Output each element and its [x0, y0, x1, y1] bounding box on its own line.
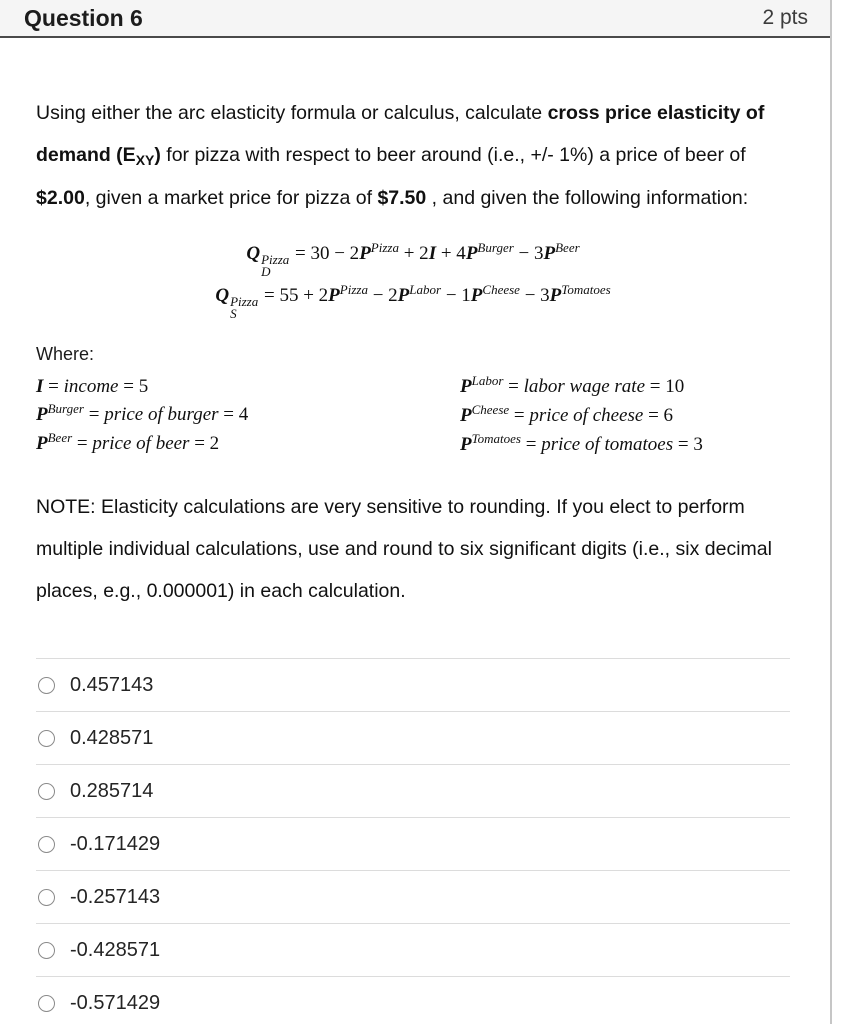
- definitions-right-column: [460, 373, 703, 460]
- question-header: [0, 0, 830, 38]
- definitions-block: [36, 373, 790, 460]
- question-text: Using either the arc elasticity formula or calculus, calculate cross price elasticity of demand $(E_{XY})$ for pizza with respect to beer around (i.e., +/- 1%) a price of beer of $2.00, given a market price for pizza of $7.50 , and given the following information:: [36, 102, 765, 209]
- radio-button[interactable]: [38, 836, 55, 853]
- radio-button[interactable]: [38, 889, 55, 906]
- answer-option-label: 0.457143: [70, 673, 154, 696]
- definition-burger-price: $P^{Burger}$ = price of burger = 4: [36, 401, 249, 425]
- answer-option-label: -0.428571: [70, 938, 161, 961]
- answer-option[interactable]: [36, 976, 790, 1024]
- radio-button[interactable]: [38, 995, 55, 1012]
- equations-block: [36, 240, 790, 321]
- where-label: Where:: [36, 344, 95, 364]
- supply-equation: Q Pizza S = $55 + 2P^{Pizza} - 2P^{Labor} - 1P^{Cheese} - 3P^{Tomatoes}$: [215, 282, 611, 321]
- definition-beer-price: $P^{Beer}$ = price of beer = 2: [36, 430, 220, 454]
- demand-equation: Q Pizza D = $30 - 2P^{Pizza} + 2I + 4P^{Burger} - 3P^{Beer}$: [246, 240, 580, 279]
- definition-tomatoes-price: $P^{Tomatoes}$ = price of tomatoes = 3: [460, 431, 703, 455]
- answer-option-label: 0.428571: [70, 726, 154, 749]
- answer-option-label: 0.285714: [70, 779, 154, 802]
- question-title: Question 6: [24, 4, 143, 31]
- sub-sup-stack: Pizza D: [261, 252, 290, 279]
- radio-button[interactable]: [38, 783, 55, 800]
- definitions-left-column: [36, 373, 460, 460]
- answer-option[interactable]: [36, 870, 790, 923]
- answer-option-label: -0.171429: [70, 832, 161, 855]
- answer-option[interactable]: [36, 817, 790, 870]
- question-points: 2 pts: [762, 6, 808, 29]
- radio-button[interactable]: [38, 730, 55, 747]
- answer-option[interactable]: [36, 923, 790, 976]
- rounding-note: NOTE: Elasticity calculations are very sensitive to rounding. If you elect to perform multiple individual calculations, use and round to six significant digits (i.e., six decimal places, e.g., 0.000001) in each calculation.: [36, 496, 772, 602]
- radio-button[interactable]: [38, 942, 55, 959]
- options-list: [36, 658, 790, 1024]
- question-body: [0, 92, 830, 1024]
- definition-labor-wage: $P^{Labor}$ = labor wage rate = 10: [460, 373, 685, 397]
- answer-option[interactable]: [36, 711, 790, 764]
- definition-income: I = income = 5: [36, 376, 149, 397]
- answer-option-label: -0.571429: [70, 991, 161, 1014]
- radio-button[interactable]: [38, 677, 55, 694]
- sub-sup-stack: Pizza S: [230, 294, 259, 321]
- answer-option[interactable]: [36, 658, 790, 711]
- answer-option[interactable]: [36, 764, 790, 817]
- definition-cheese-price: $P^{Cheese}$ = price of cheese = 6: [460, 402, 674, 426]
- answer-option-label: -0.257143: [70, 885, 161, 908]
